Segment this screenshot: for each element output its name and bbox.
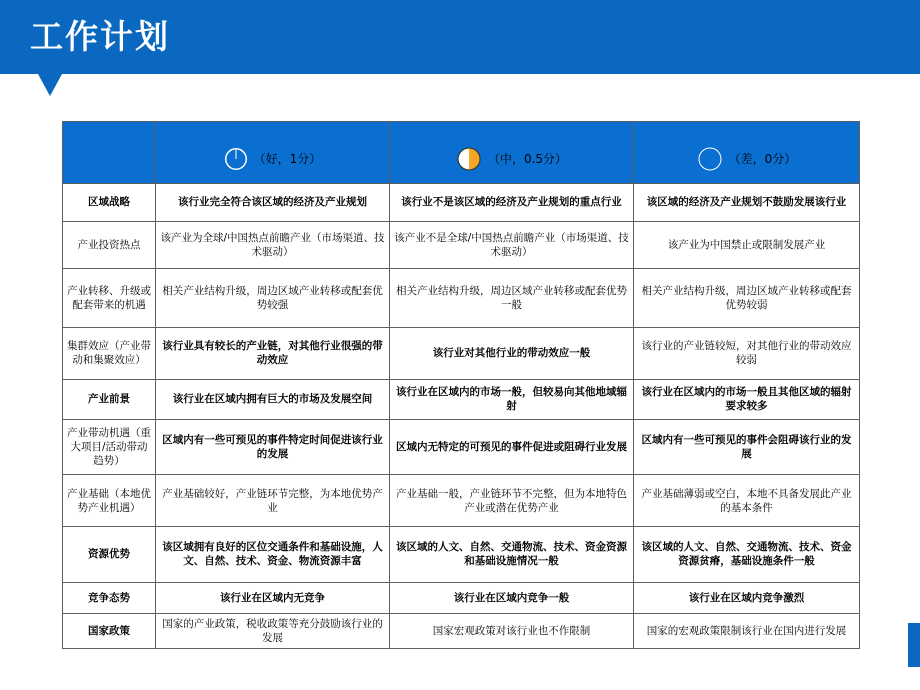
header-medium-label: （中，0.5分）	[487, 151, 568, 166]
table-cell: 区域内有一些可预见的事件会阻碍该行业的发展	[634, 419, 860, 474]
empty-circle-icon	[697, 146, 723, 172]
table-cell: 相关产业结构升级，周边区域产业转移或配套优势较弱	[634, 269, 860, 328]
table-cell: 相关产业结构升级，周边区域产业转移或配套优势较强	[156, 269, 390, 328]
evaluation-table	[62, 121, 860, 649]
table-cell: 该产业为全球/中国热点前瞻产业（市场渠道、技术驱动）	[156, 221, 390, 269]
row-category: 资源优势	[63, 527, 156, 582]
row-category: 产业基础（本地优势产业机遇）	[63, 475, 156, 527]
table-row	[63, 184, 860, 222]
table-cell: 国家宏观政策对该行业也不作限制	[390, 613, 634, 649]
table-cell: 该行业的产业链较短，对其他行业的带动效应较弱	[634, 327, 860, 379]
right-accent-bar	[908, 623, 920, 667]
quarter-circle-icon	[224, 147, 248, 171]
row-category: 国家政策	[63, 613, 156, 649]
header-poor-label: （差，0分）	[728, 151, 797, 166]
table-cell: 该区域拥有良好的区位交通条件和基础设施，人文、自然、技术、资金、物流资源丰富	[156, 527, 390, 582]
table-row	[63, 327, 860, 379]
table-row	[63, 582, 860, 613]
row-category: 产业前景	[63, 379, 156, 419]
table-cell: 该区域的人文、自然、交通物流、技术、资金资源贫瘠，基础设施条件一般	[634, 527, 860, 582]
banner-pointer	[38, 74, 62, 96]
table-cell: 该行业具有较长的产业链，对其他行业很强的带动效应	[156, 327, 390, 379]
table-row	[63, 527, 860, 582]
row-category: 产业带动机遇（重大项目/活动带动趋势）	[63, 419, 156, 474]
header-poor	[634, 122, 860, 184]
table-cell: 国家的宏观政策限制该行业在国内进行发展	[634, 613, 860, 649]
table-cell: 区域内有一些可预见的事件特定时间促进该行业的发展	[156, 419, 390, 474]
row-category: 产业转移、升级或配套带来的机遇	[63, 269, 156, 328]
header-medium	[390, 122, 634, 184]
table-cell: 产业基础较好，产业链环节完整，为本地优势产业	[156, 475, 390, 527]
header-good	[156, 122, 390, 184]
row-category: 竞争态势	[63, 582, 156, 613]
row-category: 集群效应（产业带动和集聚效应）	[63, 327, 156, 379]
table-row	[63, 613, 860, 649]
table-cell: 区域内无特定的可预见的事件促进或阻碍行业发展	[390, 419, 634, 474]
header-corner-cell	[63, 122, 156, 184]
table-cell: 产业基础薄弱或空白，本地不具备发展此产业的基本条件	[634, 475, 860, 527]
table-cell: 该行业在区域内无竞争	[156, 582, 390, 613]
row-category: 产业投资热点	[63, 221, 156, 269]
table-cell: 该行业在区域内的市场一般且其他区域的辐射要求较多	[634, 379, 860, 419]
table-cell: 该产业为中国禁止或限制发展产业	[634, 221, 860, 269]
table-row	[63, 221, 860, 269]
table-cell: 该产业不是全球/中国热点前瞻产业（市场渠道、技术驱动）	[390, 221, 634, 269]
table-cell: 该区域的人文、自然、交通物流、技术、资金资源和基础设施情况一般	[390, 527, 634, 582]
table-row	[63, 269, 860, 328]
table-cell: 该行业在区域内竞争一般	[390, 582, 634, 613]
table-row	[63, 475, 860, 527]
table-cell: 该行业在区域内的市场一般，但较易向其他地域辐射	[390, 379, 634, 419]
table-row	[63, 419, 860, 474]
half-circle-icon	[456, 146, 482, 172]
table-cell: 该行业在区域内竞争激烈	[634, 582, 860, 613]
table-cell: 该行业完全符合该区域的经济及产业规划	[156, 184, 390, 222]
header-good-label: （好，1分）	[253, 151, 322, 166]
table-cell: 该区域的经济及产业规划不鼓励发展该行业	[634, 184, 860, 222]
table-cell: 相关产业结构升级，周边区域产业转移或配套优势一般	[390, 269, 634, 328]
table-header-row	[63, 122, 860, 184]
table-cell: 该行业不是该区域的经济及产业规划的重点行业	[390, 184, 634, 222]
table-cell: 该行业在区域内拥有巨大的市场及发展空间	[156, 379, 390, 419]
page-title: 工作计划	[30, 17, 170, 56]
table-cell: 产业基础一般，产业链环节不完整，但为本地特色产业或潜在优势产业	[390, 475, 634, 527]
table-row	[63, 379, 860, 419]
table-cell: 国家的产业政策，税收政策等充分鼓励该行业的发展	[156, 613, 390, 649]
table-cell: 该行业对其他行业的带动效应一般	[390, 327, 634, 379]
title-banner	[0, 0, 920, 74]
row-category: 区域战略	[63, 184, 156, 222]
